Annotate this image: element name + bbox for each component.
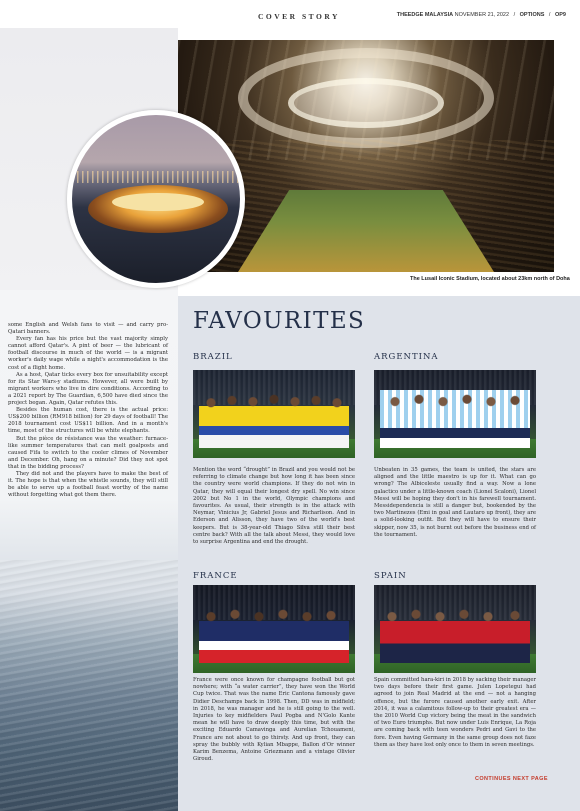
folio-separator: / xyxy=(548,12,551,18)
players xyxy=(199,390,349,448)
argentina-team-photo xyxy=(374,370,536,458)
article-paragraph: But the pièce de résistance was the weather: furnace-like summer temperatures that can melt goalposts and caused Fifa to switch to the cooler climes of November and December. Oh, hang on a minute? Did they not spot that in the bidding process? xyxy=(8,435,168,470)
team-text-france: France were once known for champagne football but got nowhere; with “a water carrier”, they have won the World Cup twice. That was the name Eric Cantona famously gave Didier Deschamps back in 1998. Then, DD was in midfield; in 2018, he was manager and he is still going to the well. Injuries to key midfielders Paul Pogba and N'Golo Kante mean he will have to draw deeply this time, but with the exciting Eduardo Camavinga and Aurelian Tchouameni, France are not about to go thirsty. And up front, they can spray the bubbly with Kylian Mbappe, Ballon d'Or winner Karim Benzema, Antoine Griezmann and a vintage Olivier Giroud. xyxy=(193,677,355,763)
stadium-roof xyxy=(112,193,204,211)
team-text-argentina: Unbeaten in 35 games, the team is united, the stars are aligned and the little maestro is up for it. What can go wrong? The Albiceleste usually find a way. Now a lone galactico under a little-known coach (Lionel Scaloni), Lionel Messi will be hoping they don't in his farewell tournament. Messidependencia is still a danger but, bookended by the two Martinezes (Emi in goal and Lautaro up front), they are a solid-looking outfit. But they will have to ensure their skipper, now 35, is not burnt out before the business end of the tournament. xyxy=(374,467,536,538)
folio-separator: / xyxy=(513,12,516,18)
stadium-aerial-inset-photo xyxy=(67,110,245,288)
article-paragraph: They did not and the players have to make the best of it. The hope is that when the whistle sounds, they will still be able to serve up a football feast worthy of the name without forgetting what got them there. xyxy=(8,470,168,499)
publication-section: OPTIONS xyxy=(519,12,545,18)
sea-ripples xyxy=(0,560,178,811)
team-label-france: FRANCE xyxy=(193,571,238,581)
page-number: OP9 xyxy=(554,12,566,18)
players xyxy=(380,390,530,448)
article-paragraph: Besides the human cost, there is the actual price: US$200 billion (RM918 billion) for 29 days of football! The 2018 tournament cost US$11 billion. And in a month's time, most of the structures will be white elephants. xyxy=(8,407,168,435)
players xyxy=(199,605,349,663)
team-text-spain: Spain committed hara-kiri in 2018 by sacking their manager two days before their first game. Julen Lopetegui had agreed to join Real Madrid at the end — not a hanging offence, but the furore caused another early exit. After 2014, it was a calamitous follow-up to their greatest era — the 2010 World Cup victory being the meat in the sandwich of two Euro triumphs. But now under Luis Enrique, La Roja are coming back with teen wonders Pedri and Gavi to the fore. Even having Germany in the same group does not faze them as they have lost only once to them in seven meetings. xyxy=(374,677,536,748)
france-team-photo xyxy=(193,585,355,673)
continues-next-page: CONTINUES NEXT PAGE xyxy=(475,776,548,782)
article-paragraph: As a host, Qatar ticks every box for unsuitability except for its Star Wars-y stadiums. However, all were built by migrant workers who live in dire conditions. According to a 2021 report by The Guardian, 6,500 have died since the project began. Again, Qatar refutes this. xyxy=(8,371,168,407)
publication-brand: THEEDGE MALAYSIA xyxy=(396,12,454,18)
article-paragraph: some English and Welsh fans to visit — and carry pro-Qatari banners. xyxy=(8,322,168,336)
team-text-brazil: Mention the word “drought” in Brazil and you would not be referring to climate change but how long it has been since the country were world champions. If they do not win in Qatar, they will equal their longest dry spell. No win since 2002 but No 1 in the world, Olympic champions and favourites. As usual, their strength is in the attack with Neymar, Vinicius Jr, Gabriel Jesus and Richarlison. And in Ederson and Alisson, they have two of the world's best keepers. But is 38-year-old Thiago Silva still their best centre back? With all the talk about Messi, they would love to surprise Argentina and end the drought. xyxy=(193,467,355,546)
photo-caption: The Lusail Iconic Stadium, located about 23km north of Doha xyxy=(410,276,570,282)
team-label-argentina: ARGENTINA xyxy=(374,352,439,362)
players xyxy=(380,605,530,663)
folio xyxy=(397,12,566,18)
article-paragraph: Every fan has his price but the vast majority simply cannot afford Qatar's. A pint of beer — the lubricant of football discourse in much of the world — is a migrant worker's daily wage while a night's accommodation is the cost of a flight home. xyxy=(8,336,168,371)
favourites-heading: FAVOURITES xyxy=(193,308,366,334)
issue-date: NOVEMBER 21, 2022 xyxy=(454,12,510,18)
spain-team-photo xyxy=(374,585,536,673)
team-label-brazil: BRAZIL xyxy=(193,352,233,362)
roof-opening xyxy=(288,78,444,128)
page-header xyxy=(0,0,580,28)
section-title: COVER STORY xyxy=(258,12,340,21)
brazil-team-photo xyxy=(193,370,355,458)
team-label-spain: SPAIN xyxy=(374,571,407,581)
city-skyline xyxy=(72,171,245,183)
article-left-column xyxy=(8,322,168,499)
